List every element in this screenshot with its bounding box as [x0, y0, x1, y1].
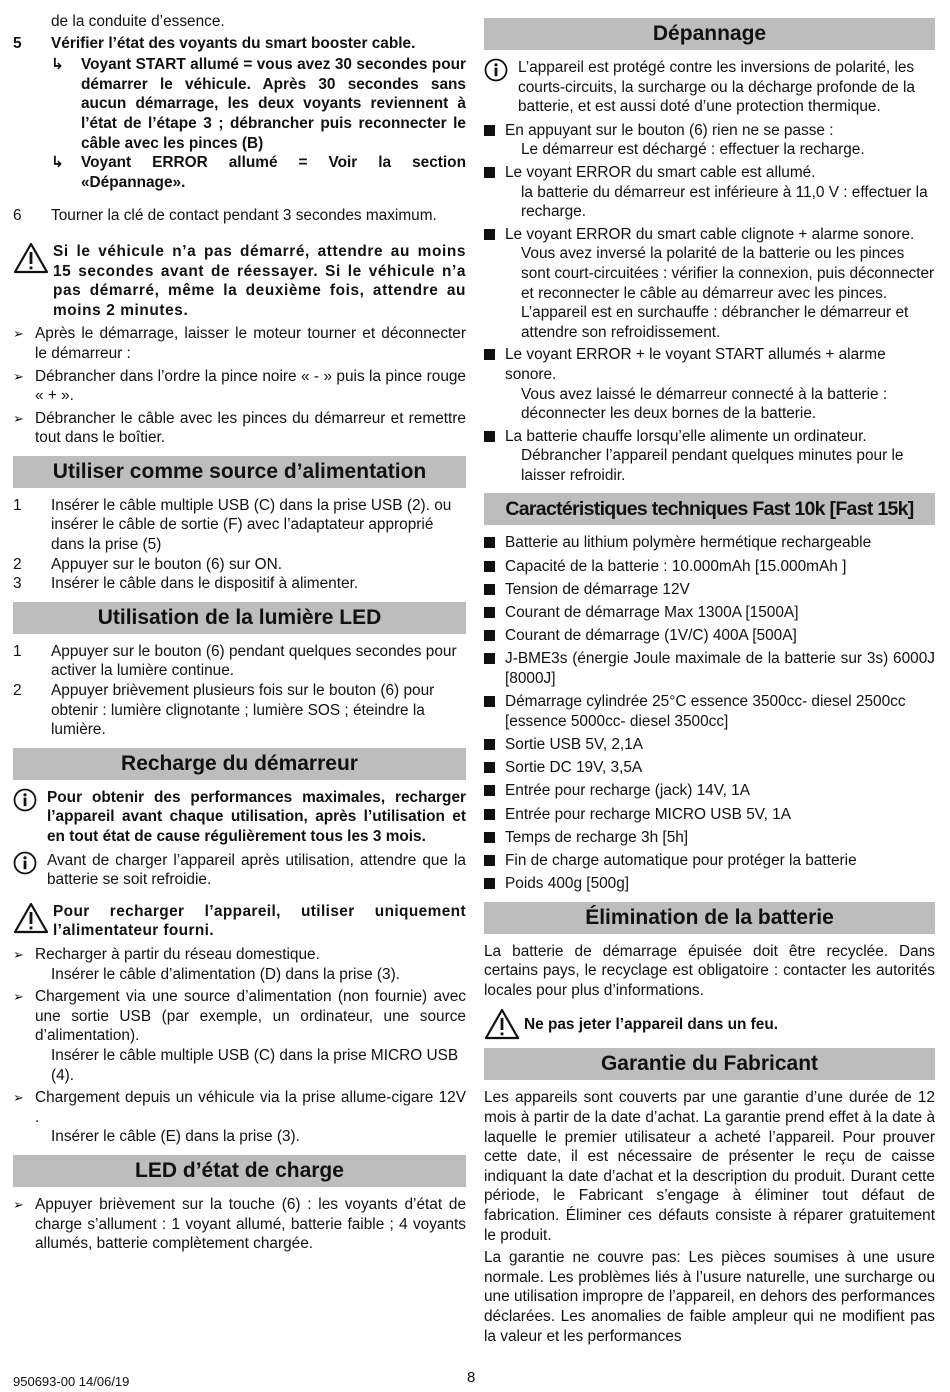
left-column — [13, 12, 466, 1257]
info-icon — [13, 851, 47, 890]
square-bullet-icon — [484, 345, 505, 423]
warranty-paragraph: La garantie ne couvre pas: Les pièces soumises à une usure normale. Les problèmes liés à l’usure naturelle, une surcharge ou une utilisation impropre de l’appareil, en dehors des performances déclarées. Les anomalies de faible ampleur qui ne modifient pas la valeur et les performances — [484, 1249, 935, 1345]
spec-item: Fin de charge automatique pour protéger la batterie — [484, 851, 935, 871]
square-bullet-icon — [484, 533, 505, 553]
square-bullet-icon — [484, 851, 505, 871]
square-bullet-icon — [484, 874, 505, 894]
spec-item: Entrée pour recharge (jack) 14V, 1A — [484, 781, 935, 801]
arrowhead-icon: ➢ — [13, 326, 24, 342]
page-number: 8 — [467, 1369, 476, 1386]
square-bullet-icon — [484, 557, 505, 577]
right-column — [484, 18, 935, 1346]
list-item: ➢ Chargement depuis un véhicule via la prise allume-cigare 12V . Insérer le câble (E) dans la prise (3). — [13, 1089, 466, 1146]
intro-line: de la conduite d’essence. — [51, 13, 225, 30]
list-item: ➢ Débrancher le câble avec les pinces du démarreur et remettre tout dans le boîtier. — [13, 409, 466, 447]
step-number: 5 — [13, 34, 22, 52]
warning-icon — [13, 242, 53, 320]
spec-item: Batterie au lithium polymère hermétique rechargeable — [484, 533, 935, 553]
square-bullet-icon — [484, 626, 505, 646]
spec-item: Temps de recharge 3h [5h] — [484, 828, 935, 848]
document-code: 950693-00 14/06/19 — [13, 1374, 130, 1389]
spec-item: Tension de démarrage 12V — [484, 580, 935, 600]
info-icon — [484, 58, 518, 117]
arrowhead-icon: ➢ — [13, 1090, 24, 1106]
info-block: Avant de charger l’appareil après utilisation, attendre que la batterie se soit refroidie. — [13, 851, 466, 890]
step-6 — [13, 206, 466, 226]
sub-item — [51, 153, 466, 192]
spec-item: Courant de démarrage (1V/C) 400A [500A] — [484, 626, 935, 646]
warning-block: Ne pas jeter l’appareil dans un feu. — [484, 1008, 935, 1040]
step-5 — [13, 34, 466, 193]
list-item: 1 Appuyer sur le bouton (6) pendant quelques secondes pour activer la lumière continue. — [13, 642, 457, 680]
arrowhead-icon: ➢ — [13, 1196, 24, 1212]
arrowhead-icon: ➢ — [13, 410, 24, 426]
info-icon — [13, 788, 47, 847]
step-text: Tourner la clé de contact pendant 3 secondes maximum. — [51, 207, 437, 225]
list-item: ➢ Après le démarrage, laisser le moteur tourner et déconnecter le démarreur : — [13, 325, 466, 362]
info-block: Pour obtenir des performances maximales, recharger l’appareil avant chaque utilisation, après l’utilisation et en tout état de cause régulièrement tous les 3 mois. — [13, 788, 466, 847]
list-item: ➢ Débrancher dans l’ordre la pince noire « - » puis la pince rouge « + ». — [13, 367, 466, 405]
sub-item-text: Voyant ERROR allumé = Voir la section «Dépannage». — [81, 154, 466, 191]
arrowhead-icon: ➢ — [13, 368, 24, 384]
list-item: ➢ Appuyer brièvement sur la touche (6) : les voyants d’état de charge s’allument : 1 voyant allumé, batterie faible ; 4 voyants allumés, batterie complètement chargée. — [13, 1195, 466, 1253]
list-item: Le voyant ERROR du smart cable est allumé. la batterie du démarreur est inférieure à 11,0 V : effectuer la recharge. — [484, 163, 935, 222]
warranty-paragraph: Les appareils sont couverts par une garantie d’une durée de 12 mois à partir de la date d’achat. La garantie prend effet à la date à laquelle le premier utilisateur a acheté l’appareil. Pour prouver cette date, il est nécessaire de présenter le reçu de caisse indiquant la date d’achat et la description du produit. Durant cette période, le Fabricant s’engage à éliminer tout défaut de fabrication. Éliminer ces défauts consiste à réparer gratuitement le produit. — [484, 1089, 935, 1244]
square-bullet-icon — [484, 121, 505, 160]
square-bullet-icon — [484, 580, 505, 600]
list-item: 1 Insérer le câble multiple USB (C) dans la prise USB (2). ou insérer le câble de sortie (F) avec l’adaptateur approprié dans la prise (5) — [13, 496, 452, 554]
square-bullet-icon — [484, 427, 505, 486]
spec-item: J-BME3s (énergie Joule maximale de la batterie sur 3s) 6000J [8000J] — [484, 649, 935, 688]
list-item: ➢ Recharger à partir du réseau domestique. Insérer le câble d’alimentation (D) dans la prise (3). — [13, 945, 401, 983]
section-header-warranty: Garantie du Fabricant — [484, 1048, 935, 1080]
square-bullet-icon — [484, 692, 505, 731]
section-header-specs: Caractéristiques techniques Fast 10k [Fast 15k] — [484, 493, 935, 525]
arrowhead-icon: ➢ — [13, 989, 24, 1005]
square-bullet-icon — [484, 163, 505, 222]
warning-block: Pour recharger l’appareil, utiliser uniquement l’alimentateur fourni. — [13, 902, 466, 941]
arrowhead-icon: ➢ — [13, 946, 24, 962]
section-header-disposal: Élimination de la batterie — [484, 902, 935, 934]
section-header-status: LED d’état de charge — [13, 1155, 466, 1187]
list-item: 2 Appuyer brièvement plusieurs fois sur le bouton (6) pour obtenir : lumière clignotante ; lumière SOS ; éteindre la lumière. — [13, 682, 435, 739]
warning-icon — [484, 1008, 524, 1040]
section-header-recharge: Recharge du démarreur — [13, 748, 466, 780]
spec-item: Sortie DC 19V, 3,5A — [484, 758, 935, 778]
spec-item: Poids 400g [500g] — [484, 874, 935, 894]
section-header-power: Utiliser comme source d’alimentation — [13, 456, 466, 488]
list-item: En appuyant sur le bouton (6) rien ne se passe : Le démarreur est déchargé : effectuer la recharge. — [484, 121, 935, 160]
arrow-icon: ↳ — [51, 154, 64, 172]
list-item: 3 Insérer le câble dans le dispositif à alimenter. — [13, 575, 359, 593]
step-number: 6 — [13, 207, 22, 225]
list-item: ➢ Chargement via une source d’alimentation (non fournie) avec une sortie USB (par exemple, un ordinateur, une source d’alimentation). Insérer le câble multiple USB (C) dans la prise MICRO USB (4). — [13, 988, 466, 1084]
spec-item: Entrée pour recharge MICRO USB 5V, 1A — [484, 805, 935, 825]
square-bullet-icon — [484, 225, 505, 343]
warning-block — [13, 242, 466, 320]
sub-item — [51, 55, 466, 153]
square-bullet-icon — [484, 758, 505, 778]
section-header-trouble: Dépannage — [484, 18, 935, 50]
warning-icon — [13, 902, 53, 941]
square-bullet-icon — [484, 805, 505, 825]
arrow-icon: ↳ — [51, 56, 64, 74]
info-block: L’appareil est protégé contre les inversions de polarité, les courts-circuits, la surcharge ou la décharge profonde de la batterie, et est aussi doté d’une protection thermique. — [484, 58, 935, 117]
square-bullet-icon — [484, 735, 505, 755]
spec-item: Démarrage cylindrée 25°C essence 3500cc- diesel 2500cc [essence 5000cc- diesel 3500cc] — [484, 692, 935, 731]
list-item: 2 Appuyer sur le bouton (6) sur ON. — [13, 555, 282, 573]
sub-item-text: Voyant START allumé = vous avez 30 secondes pour démarrer le véhicule. Après 30 secondes sans aucun démarrage, les deux voyants reviennent à l’état de l’étape 3 ; débrancher puis reconnecter le câble avec les pinces (B) — [81, 56, 466, 152]
section-header-led: Utilisation de la lumière LED — [13, 602, 466, 634]
list-item: La batterie chauffe lorsqu’elle alimente un ordinateur. Débrancher l’appareil pendant quelques minutes pour le laisser refroidir. — [484, 427, 935, 486]
square-bullet-icon — [484, 649, 505, 688]
disposal-text: La batterie de démarrage épuisée doit être recyclée. Dans certains pays, le recyclage est obligatoire : contacter les autorités locales pour plus d’informations. — [484, 942, 935, 999]
step-text: Vérifier l’état des voyants du smart booster cable. — [51, 34, 416, 52]
square-bullet-icon — [484, 828, 505, 848]
spec-list — [484, 533, 935, 893]
spec-item: Sortie USB 5V, 2,1A — [484, 735, 935, 755]
spec-item: Courant de démarrage Max 1300A [1500A] — [484, 603, 935, 623]
spec-item: Capacité de la batterie : 10.000mAh [15.000mAh ] — [484, 557, 935, 577]
square-bullet-icon — [484, 603, 505, 623]
square-bullet-icon — [484, 781, 505, 801]
list-item: Le voyant ERROR + le voyant START allumés + alarme sonore. Vous avez laissé le démarreur connecté à la batterie : déconnecter les deux bornes de la batterie. — [484, 345, 935, 423]
list-item: Le voyant ERROR du smart cable clignote + alarme sonore. Vous avez inversé la polarité de la batterie ou les pinces sont court-circuitées : vérifier la connexion, puis déconnecter et reconnecter le câble au démarreur avec les pinces. L’appareil est en surchauffe : débrancher le démarreur et attendre son refroidissement. — [484, 225, 935, 343]
warning-text: Si le véhicule n’a pas démarré, attendre au moins 15 secondes avant de réessayer. Si le véhicule n’a pas démarré, même la deuxième fois, attendre au moins 2 minutes. — [53, 242, 466, 319]
